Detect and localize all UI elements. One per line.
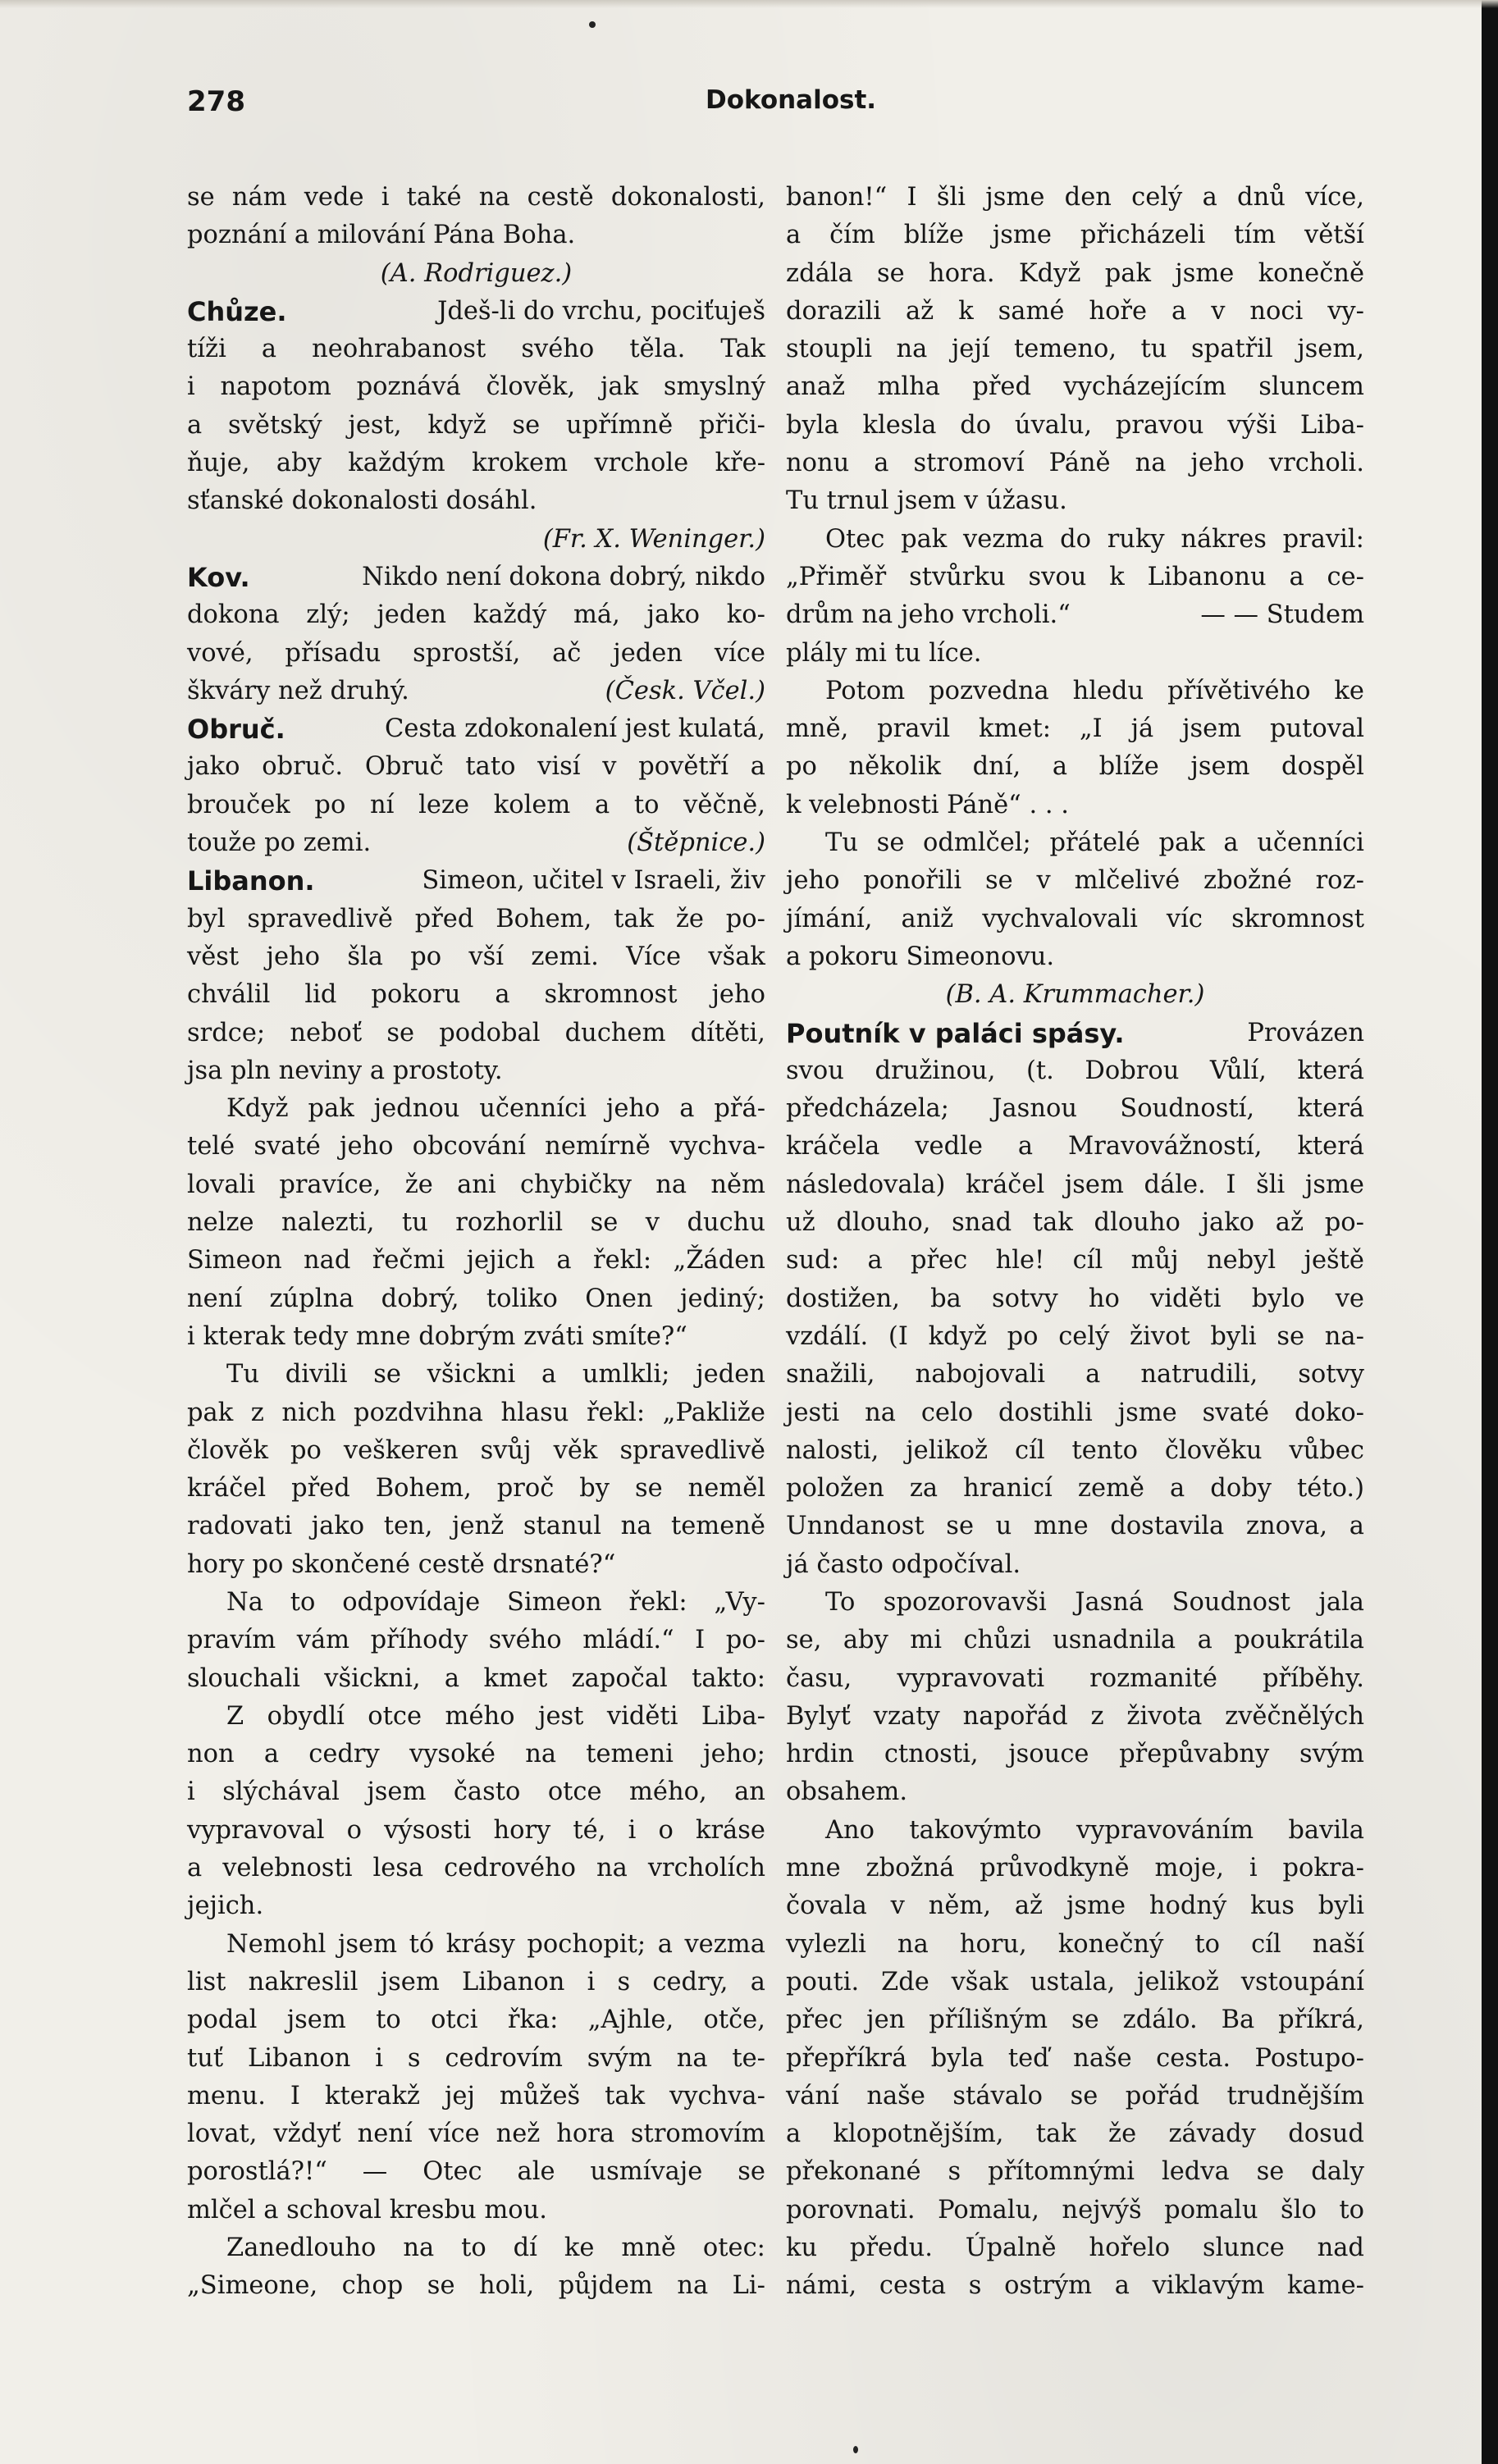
text-line: jejich.	[187, 1891, 264, 1921]
text-fragment: Jdeš-li do vrchu, pociťuješ	[437, 296, 765, 326]
text-line: k velebnosti Páně“ . . .	[786, 790, 1069, 819]
entry-line	[786, 596, 1364, 634]
text-line: Když pak jednou učenníci jeho a přá-	[226, 1094, 765, 1124]
text-line: To spozorovavši Jasná Soudnost jala	[825, 1587, 1364, 1617]
text-line: čovala v něm, až jsme hodný kus byli	[786, 1891, 1364, 1921]
entry-heading: Obruč.	[187, 714, 285, 746]
text-line: lovat, vždyť není více než hora stromovím	[187, 2119, 765, 2149]
text-line: slouchali všickni, a kmet započal takto:	[187, 1663, 765, 1693]
text-line: pravím vám příhody svého mládí.“ I po-	[187, 1626, 765, 1655]
text-line: radovati jako ten, jenž stanul na temeně	[187, 1512, 765, 1541]
text-line: byl spravedlivě před Bohem, tak že po-	[187, 904, 765, 933]
text-line: předcházela; Jasnou Soudností, která	[786, 1094, 1364, 1124]
attribution: (A. Rodriguez.)	[380, 258, 573, 288]
text-line: srdce; neboť se podobal duchem dítěti,	[187, 1018, 765, 1047]
text-line: poznání a milování Pána Boha.	[187, 221, 576, 250]
entry-line	[187, 673, 765, 710]
ink-speck	[589, 21, 596, 28]
entry-line	[187, 559, 765, 596]
text-line: věst jeho šla po vší zemi. Více však	[187, 942, 765, 971]
text-line: kráčel před Bohem, proč by se neměl	[187, 1474, 765, 1503]
text-line: po několik dní, a blíže jsem dospěl	[786, 752, 1364, 782]
entry-line	[187, 824, 765, 862]
text-line: hory po skončené cestě drsnaté?“	[187, 1549, 616, 1579]
text-line: porovnati. Pomalu, nejvýš pomalu šlo to	[786, 2195, 1364, 2224]
text-line: telé svaté jeho obcování nemírně vychva-	[187, 1132, 765, 1161]
text-line: a velebnosti lesa cedrového na vrcholích	[187, 1854, 765, 1883]
text-line: a pokoru Simeonovu.	[786, 942, 1055, 971]
text-line: a čím blíže jsme přicházeli tím větší	[786, 221, 1364, 250]
text-line: přec jen přílišným se zdálo. Ba příkrá,	[786, 2005, 1364, 2035]
entry-line	[786, 1015, 1364, 1052]
text-line: nalosti, jelikož cíl tento člověku vůbec	[786, 1435, 1364, 1465]
text-line: porostlá?!“ — Otec ale usmívaje se	[187, 2157, 765, 2187]
text-line: ňuje, aby každým krokem vrchole kře-	[187, 449, 765, 478]
text-line: nonu a stromoví Páně na jeho vrcholi.	[786, 449, 1364, 478]
text-line: tuť Libanon i s cedrovím svým na te-	[187, 2043, 765, 2073]
text-line: pak z nich pozdvihna hlasu řekl: „Pakliže	[187, 1398, 765, 1427]
text-line: dostižen, ba sotvy ho viděti bylo ve	[786, 1284, 1364, 1313]
left-column	[187, 179, 765, 2306]
text-line: podal jsem to otci řka: „Ajhle, otče,	[187, 2005, 765, 2035]
text-line: Simeon nad řečmi jejich a řekl: „Žáden	[187, 1246, 765, 1275]
text-line: Tu divili se všickni a umlkli; jeden	[226, 1360, 765, 1389]
text-line: zdála se hora. Když pak jsme konečně	[786, 258, 1364, 288]
text-line: mlčel a schoval kresbu mou.	[187, 2195, 547, 2224]
attribution: (Štěpnice.)	[627, 828, 765, 858]
text-line: jímání, aniž vychvalovali víc skromnost	[786, 904, 1364, 933]
text-line: Bylyť vzaty napořád z života zvěčnělých	[786, 1701, 1364, 1731]
text-line: „Přiměř stvůrku svou k Libanonu a ce-	[786, 562, 1364, 591]
attribution: (Česk. Včel.)	[605, 676, 765, 705]
text-fragment: — — Studem	[1200, 600, 1364, 630]
text-line: list nakreslil jsem Libanon i s cedry, a	[187, 1967, 765, 1996]
text-line: jeho ponořili se v mlčelivé zbožné roz-	[786, 866, 1364, 896]
text-line: ku předu. Úpalně hořelo slunce nad	[786, 2234, 1364, 2263]
attribution: (B. A. Krummacher.)	[945, 980, 1205, 1010]
text-fragment: Cesta zdokonalení jest kulatá,	[384, 714, 765, 744]
text-line: a světský jest, když se upřímně přiči-	[187, 410, 765, 440]
text-line: tíži a neohrabanost svého těla. Tak	[187, 335, 765, 364]
text-line: času, vypravovati rozmanité příběhy.	[786, 1663, 1364, 1693]
text-line: vové, přísadu sprostší, ač jeden více	[187, 638, 765, 668]
text-line: non a cedry vysoké na temeni jeho;	[187, 1740, 765, 1769]
scan-top-shadow	[0, 0, 1498, 8]
text-line: já často odpočíval.	[786, 1549, 1021, 1579]
text-line: i napotom poznává člověk, jak smyslný	[187, 372, 765, 402]
text-line: Tu se odmlčel; přátelé pak a učenníci	[825, 828, 1364, 858]
text-line: jsa pln neviny a prostoty.	[187, 1056, 503, 1085]
text-line: vání naše stávalo se pořád trudnějším	[786, 2081, 1364, 2110]
text-line: Ano takovýmto vypravováním bavila	[825, 1815, 1364, 1845]
entry-line	[187, 710, 765, 748]
text-line: pouti. Zde však ustala, jelikož vstoupání	[786, 1967, 1364, 1996]
text-line: dokona zlý; jeden každý má, jako ko-	[187, 600, 765, 630]
text-line: Nemohl jsem tó krásy pochopit; a vezma	[226, 1929, 765, 1959]
text-line: Tu trnul jsem v úžasu.	[786, 486, 1067, 516]
text-line: už dlouho, snad tak dlouho jako až po-	[786, 1208, 1364, 1238]
text-line: Zanedlouho na to dí ke mně otec:	[226, 2234, 765, 2263]
text-line: se nám vede i také na cestě dokonalosti,	[187, 183, 765, 212]
text-line: a klopotnějším, tak že závady dosud	[786, 2119, 1364, 2149]
text-fragment: drům na jeho vrcholi.“	[786, 600, 1071, 630]
text-line: jako obruč. Obruč tato visí v povětří a	[187, 752, 765, 782]
text-line: položen za hranicí země a doby této.)	[786, 1474, 1364, 1503]
text-line: jesti na celo dostihli jsme svaté doko-	[786, 1398, 1364, 1427]
text-line: následovala) kráčel jsem dále. I šli jsme	[786, 1170, 1364, 1199]
scan-edge-shadow	[1482, 0, 1498, 2464]
text-line: i slýchával jsem často otce mého, an	[187, 1777, 765, 1807]
entry-line	[187, 293, 765, 331]
text-line: plály mi tu líce.	[786, 638, 982, 668]
text-fragment: Nikdo není dokona dobrý, nikdo	[362, 562, 765, 591]
text-line: stoupli na její temeno, tu spatřil jsem,	[786, 335, 1364, 364]
attribution: (Fr. X. Weninger.)	[542, 524, 765, 554]
text-line: „Simeone, chop se holi, půjdem na Li-	[187, 2271, 765, 2301]
text-line: byla klesla do úvalu, pravou výši Liba-	[786, 410, 1364, 440]
text-fragment: Simeon, učitel v Israeli, živ	[422, 866, 765, 896]
text-line: člověk po veškeren svůj věk spravedlivě	[187, 1435, 765, 1465]
entry-line	[187, 862, 765, 900]
text-line: se, aby mi chůzi usnadnila a poukrátila	[786, 1626, 1364, 1655]
text-line: kráčela vedle a Mravovážností, která	[786, 1132, 1364, 1161]
text-line: nelze nalezti, tu rozhorlil se v duchu	[187, 1208, 765, 1238]
text-fragment: Provázen	[1247, 1018, 1364, 1047]
right-column	[786, 179, 1364, 2306]
text-line: překonané s přítomnými ledva se daly	[786, 2157, 1364, 2187]
text-line: hrdin ctnosti, jsouce přepůvabny svým	[786, 1740, 1364, 1769]
text-fragment: touže po zemi.	[187, 828, 372, 858]
running-head: Dokonalost.	[706, 85, 877, 115]
text-line: banon!“ I šli jsme den celý a dnů více,	[786, 183, 1364, 212]
text-line: mně, pravil kmet: „I já jsem putoval	[786, 714, 1364, 744]
text-line: brouček po ní leze kolem a to věčně,	[187, 790, 765, 819]
text-line: anaž mlha před vycházejícím sluncem	[786, 372, 1364, 402]
entry-heading: Kov.	[187, 561, 250, 593]
entry-heading: Libanon.	[187, 865, 315, 897]
page-number: 278	[187, 85, 245, 118]
text-line: vypravoval o výsosti hory té, i o kráse	[187, 1815, 765, 1845]
text-line: Na to odpovídaje Simeon řekl: „Vy-	[226, 1587, 765, 1617]
text-line: snažili, nabojovali a natrudili, sotvy	[786, 1360, 1364, 1389]
text-line: sud: a přec hle! cíl můj nebyl ještě	[786, 1246, 1364, 1275]
entry-heading: Poutník v paláci spásy.	[786, 1017, 1125, 1049]
text-line: dorazili až k samé hoře a v noci vy-	[786, 296, 1364, 326]
text-line: i kterak tedy mne dobrým zváti smíte?“	[187, 1321, 687, 1351]
text-line: Unndanost se u mne dostavila znova, a	[786, 1512, 1364, 1541]
text-line: chválil lid pokoru a skromnost jeho	[187, 980, 765, 1010]
text-fragment: škváry než druhý.	[187, 676, 409, 705]
text-line: není zúplna dobrý, toliko Onen jediný;	[187, 1284, 765, 1313]
text-line: obsahem.	[786, 1777, 908, 1807]
text-line: mne zbožná průvodkyně moje, i pokra-	[786, 1854, 1364, 1883]
text-line: vylezli na horu, konečný to cíl naší	[786, 1929, 1364, 1959]
text-line: menu. I kterakž jej můžeš tak vychva-	[187, 2081, 765, 2110]
entry-heading: Chůze.	[187, 295, 287, 327]
text-line: námi, cesta s ostrým a viklavým kame-	[786, 2271, 1364, 2301]
text-line: sťanské dokonalosti dosáhl.	[187, 486, 537, 516]
ink-speck	[853, 2446, 858, 2453]
text-line: Potom pozvedna hledu přívětivého ke	[825, 676, 1364, 705]
text-line: lovali pravíce, že ani chybičky na něm	[187, 1170, 765, 1199]
text-line: svou družinou, (t. Dobrou Vůlí, která	[786, 1056, 1364, 1085]
text-line: přepříkrá byla teď naše cesta. Postupo-	[786, 2043, 1364, 2073]
text-line: Otec pak vezma do ruky nákres pravil:	[825, 524, 1364, 554]
text-line: Z obydlí otce mého jest viděti Liba-	[226, 1701, 765, 1731]
text-line: vzdálí. (I když po celý život byli se na-	[786, 1321, 1364, 1351]
